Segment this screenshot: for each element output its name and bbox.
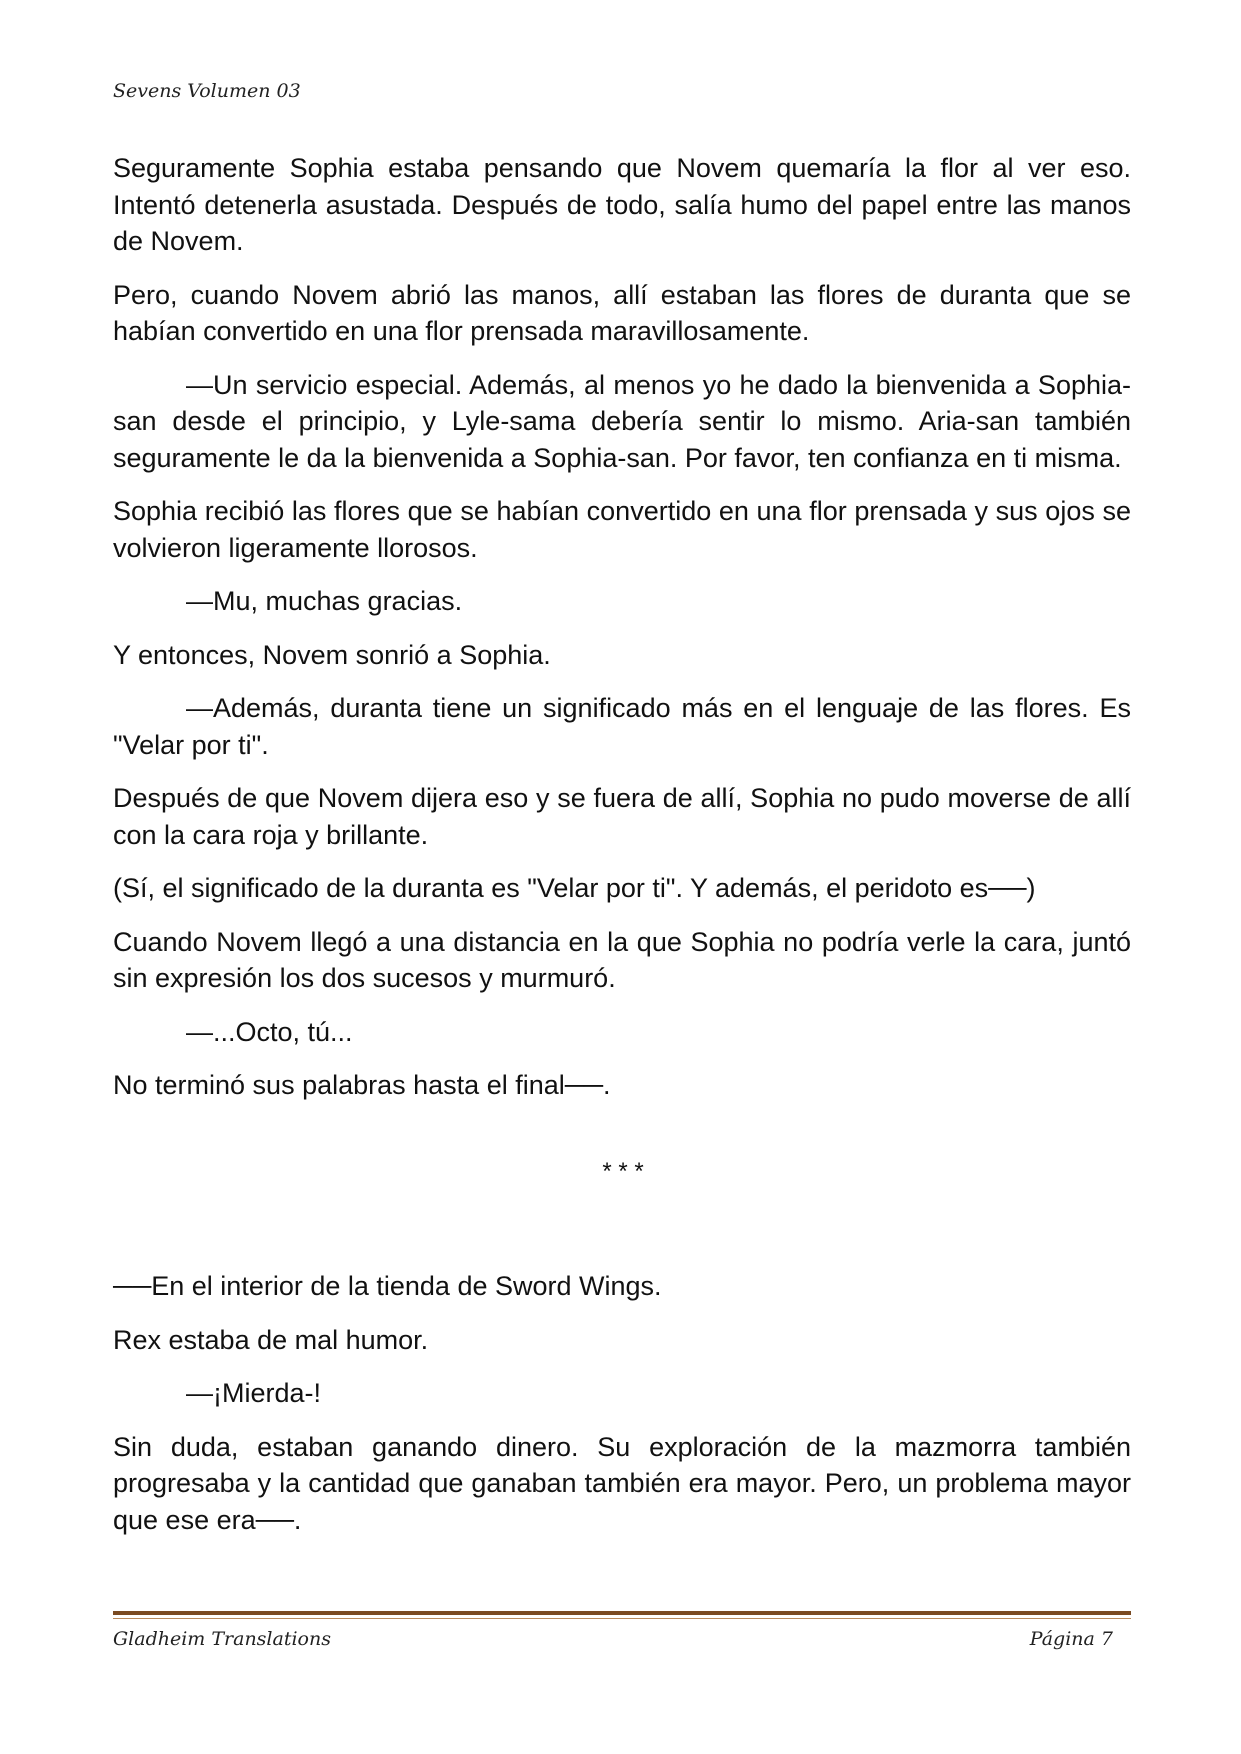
- paragraph: Cuando Novem llegó a una distancia en la que Sophia no podría verle la cara, juntó sin expresión los dos sucesos y murmuró.: [113, 926, 1131, 993]
- dialogue-paragraph: —...Octo, tú...: [186, 1016, 353, 1047]
- paragraph: Pero, cuando Novem abrió las manos, allí estaban las flores de duranta que se habían convertido en una flor prensada maravillosamente.: [113, 279, 1131, 346]
- document-body: [113, 150, 1131, 1555]
- paragraph: Rex estaba de mal humor.: [113, 1324, 429, 1355]
- paragraph: Sophia recibió las flores que se habían convertido en una flor prensada y sus ojos se volvieron ligeramente llorosos.: [113, 496, 1131, 563]
- footer-credit: Gladheim Translations: [113, 1628, 331, 1650]
- thought-paragraph: (Sí, el significado de la duranta es "Velar por ti". Y además, el peridoto es──): [113, 873, 1036, 903]
- paragraph: Y entonces, Novem sonrió a Sophia.: [113, 639, 551, 670]
- dialogue-paragraph: —Un servicio especial. Además, al menos yo he dado la bienvenida a Sophia-san desde el principio, y Lyle-sama debería sentir lo mismo. Aria-san también seguramente le da la bienvenida a Sophia-san. Por favor, ten confianza en ti misma.: [113, 369, 1131, 473]
- paragraph: Después de que Novem dijera eso y se fuera de allí, Sophia no pudo moverse de allí con la cara roja y brillante.: [113, 783, 1131, 850]
- paragraph: No terminó sus palabras hasta el final──.: [113, 1070, 611, 1100]
- footer-rule-thin: [113, 1618, 1131, 1619]
- footer-rule: [113, 1611, 1131, 1615]
- paragraph: Seguramente Sophia estaba pensando que Novem quemaría la flor al ver eso. Intentó detenerla asustada. Después de todo, salía humo del papel entre las manos de Novem.: [113, 153, 1131, 256]
- scene-separator: * * *: [602, 1157, 644, 1185]
- dialogue-paragraph: —Mu, muchas gracias.: [186, 586, 463, 616]
- paragraph: Sin duda, estaban ganando dinero. Su exploración de la mazmorra también progresaba y la cantidad que ganaban también era mayor. Pero, un problema mayor que ese era──.: [113, 1431, 1131, 1535]
- dialogue-paragraph: —¡Mierda-!: [186, 1378, 322, 1408]
- paragraph: ──En el interior de la tienda de Sword Wings.: [113, 1271, 662, 1301]
- page-number: Página 7: [1029, 1628, 1113, 1650]
- page-header-title: Sevens Volumen 03: [113, 80, 301, 102]
- dialogue-paragraph: —Además, duranta tiene un significado más en el lenguaje de las flores. Es "Velar por ti".: [113, 693, 1131, 760]
